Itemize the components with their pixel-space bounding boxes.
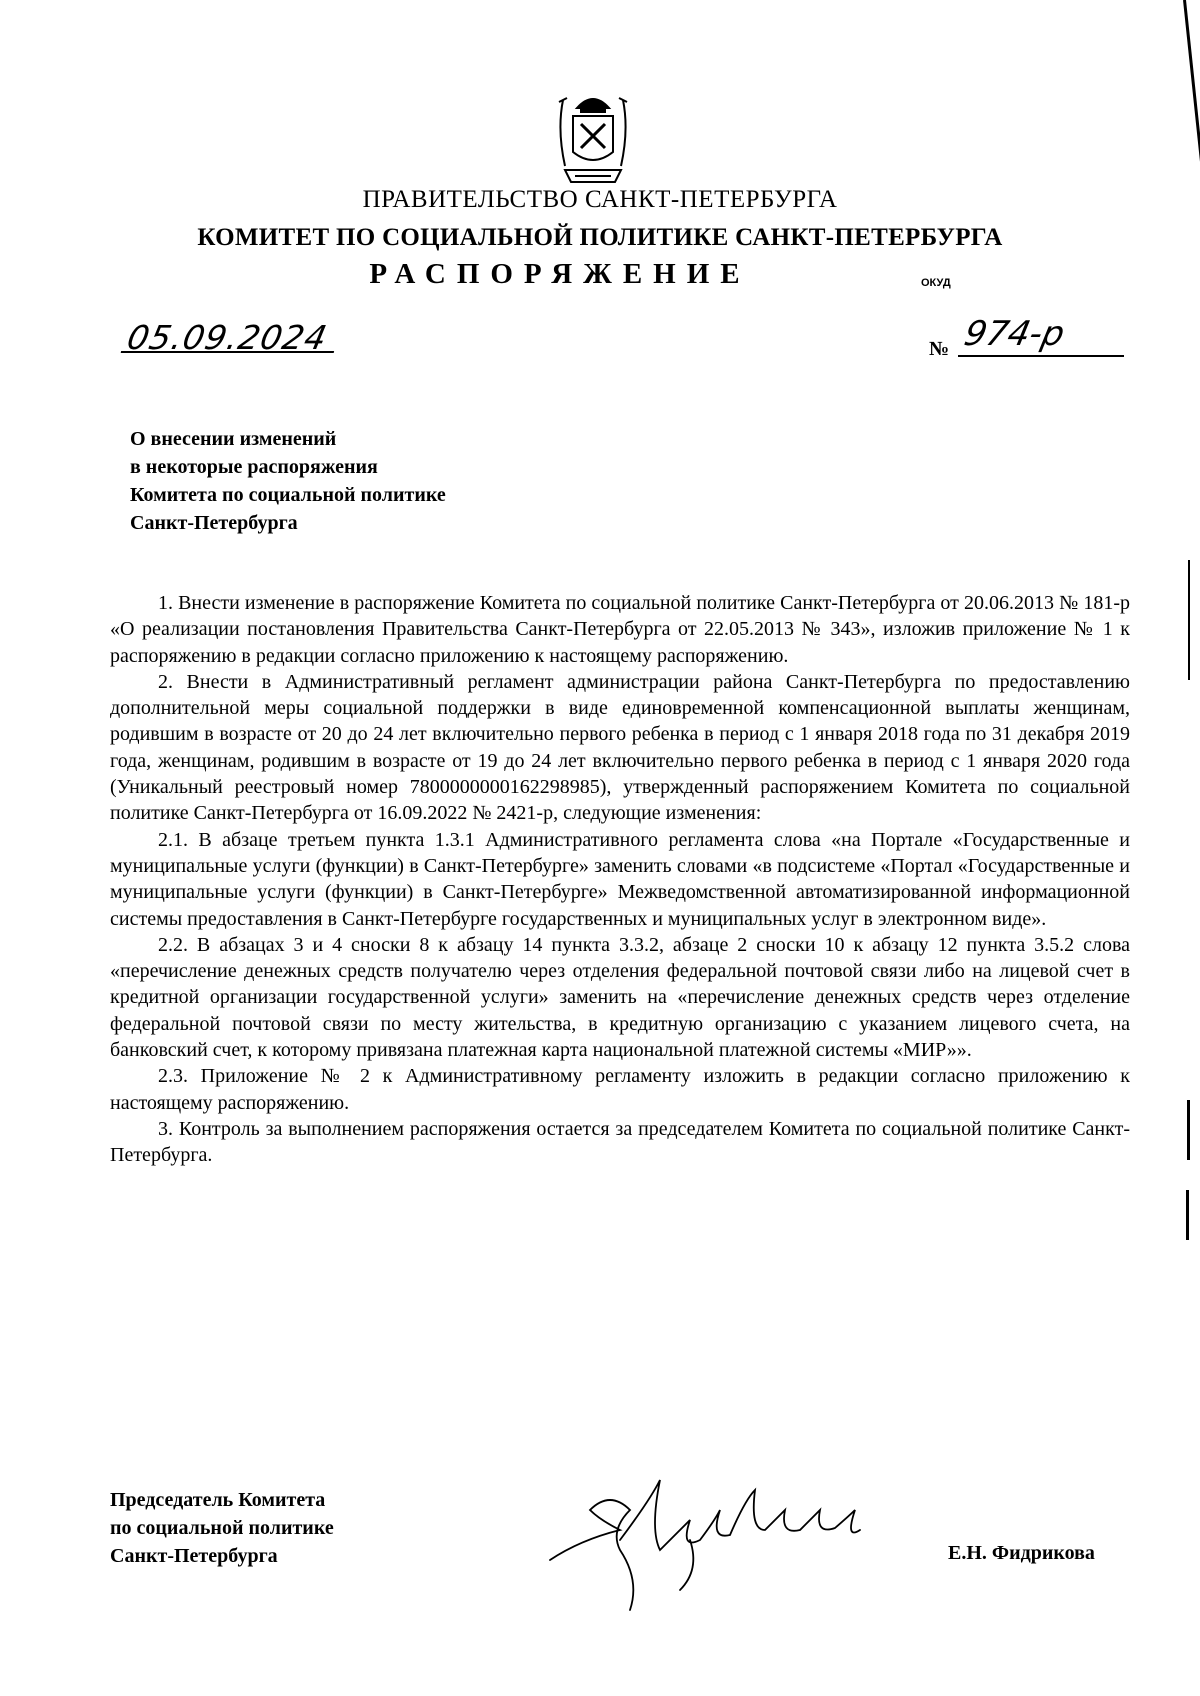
body-paragraph: 3. Контроль за выполнением распоряжения остается за председателем Комитета по социальной политике Санкт-Петербурга.	[110, 1117, 1130, 1167]
signatory-title-line: Санкт-Петербурга	[110, 1545, 278, 1567]
document-type-heading: РАСПОРЯЖЕНИЕ	[369, 258, 751, 290]
document-date: 05.09.2024	[123, 318, 332, 357]
number-underline	[958, 355, 1124, 357]
body-paragraph: 1. Внести изменение в распоряжение Комитета по социальной политике Санкт-Петербурга от 20.06.2013 № 181-р «О реализации постановления Правительства Санкт-Петербурга от 22.05.2013 № 343», изложив приложение № 1 к распоряжению в редакции согласно приложению к настоящему распоряжению.	[110, 592, 1130, 667]
signatory-title-line: Председатель Комитета	[110, 1489, 326, 1511]
scan-edge-line	[1186, 1190, 1189, 1240]
signatory-name: Е.Н. Фидрикова	[948, 1542, 1095, 1564]
subject-line: в некоторые распоряжения	[130, 456, 378, 478]
government-heading: ПРАВИТЕЛЬСТВО САНКТ-ПЕТЕРБУРГА	[362, 186, 838, 213]
document-body	[110, 590, 1130, 1169]
handwritten-signature	[540, 1470, 880, 1620]
okud-label: ОКУД	[921, 277, 951, 289]
number-sign: №	[929, 338, 950, 360]
body-paragraph: 2.1. В абзаце третьем пункта 1.3.1 Административного регламента слова «на Портале «Государственные и муниципальные услуги (функции) в Санкт-Петербурге» заменить словами «в подсистеме «Портал «Государственные и муниципальные услуги (функции) в Санкт-Петербурге» Межведомственной автоматизированной информационной системы предоставления в Санкт-Петербурге государственных и муниципальных услуг в электронном виде».	[110, 828, 1130, 930]
body-paragraph: 2.3. Приложение № 2 к Административному регламенту изложить в редакции согласно приложению к настоящему распоряжению.	[110, 1065, 1130, 1114]
document-number: 974-р	[960, 314, 1069, 354]
body-paragraph: 2.2. В абзацах 3 и 4 сноски 8 к абзацу 14 пункта 3.3.2, абзаце 2 сноски 10 к абзацу 12 пункта 3.5.2 слова «перечисление денежных средств получателю через отделения федеральной почтовой связи либо на лицевой счет в кредитной организации государственной услуги» заменить на «перечисление денежных средств через отделение федеральной почтовой связи по месту жительства, в кредитную организацию с указанием лицевого счета, на банковский счет, к которому привязана платежная карта национальной платежной системы «МИР»».	[110, 933, 1130, 1062]
document-subject	[130, 425, 446, 537]
subject-line: О внесении изменений	[130, 428, 337, 450]
body-paragraph: 2. Внести в Административный регламент администрации района Санкт-Петербурга по предоставлению дополнительной меры социальной поддержки в виде единовременной компенсационной выплаты женщинам, родившим в возрасте от 20 до 24 лет включительно первого ребенка в период с 1 января 2018 года по 31 декабря 2019 года, женщинам, родившим в возрасте от 19 до 24 лет включительно первого ребенка в период с 1 января 2020 года (Уникальный реестровый номер 7800000000162298985), утвержденный распоряжением Комитета по социальной политике Санкт-Петербурга от 16.09.2022 № 2421-р, следующие изменения:	[110, 670, 1130, 825]
signatory-title	[110, 1486, 334, 1570]
subject-line: Комитета по социальной политике	[130, 484, 446, 506]
subject-line: Санкт-Петербурга	[130, 512, 298, 534]
scan-edge-line	[1187, 1100, 1190, 1160]
signatory-title-line: по социальной политике	[110, 1517, 334, 1539]
coat-of-arms-icon	[555, 90, 631, 190]
scan-edge-line	[1188, 560, 1190, 680]
committee-heading: КОМИТЕТ ПО СОЦИАЛЬНОЙ ПОЛИТИКЕ САНКТ-ПЕТЕРБУРГА	[197, 224, 1003, 251]
